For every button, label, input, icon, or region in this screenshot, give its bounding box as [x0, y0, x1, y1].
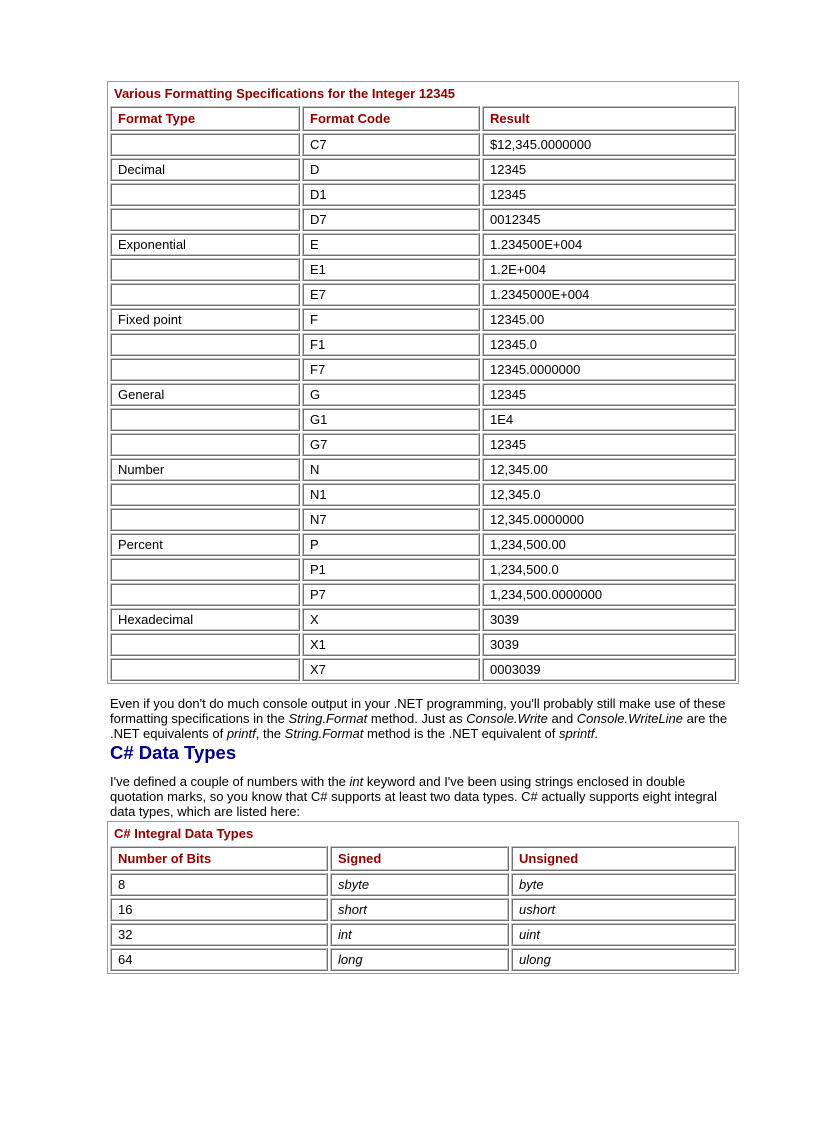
- table-cell: [482, 583, 736, 606]
- table-row: [110, 533, 736, 556]
- code-term: Console.WriteLine: [576, 711, 684, 727]
- table-header-row: [110, 846, 736, 871]
- cell-text: long: [338, 952, 363, 968]
- table-row: [110, 923, 736, 946]
- table-cell: [110, 948, 328, 971]
- table-cell: [482, 608, 736, 631]
- cell-text: 3039: [490, 637, 519, 652]
- cell-text: 1.2E+004: [490, 262, 547, 277]
- table-cell: [302, 283, 480, 306]
- table-cell: [482, 183, 736, 206]
- table-row: [110, 158, 736, 181]
- table-cell: [110, 633, 300, 656]
- table-cell: [302, 208, 480, 231]
- table-cell: [482, 358, 736, 381]
- cell-text: 12345.0: [490, 337, 537, 352]
- cell-text: X7: [310, 662, 326, 677]
- table-cell: [302, 583, 480, 606]
- cell-text: 64: [118, 952, 133, 968]
- table-cell: [302, 133, 480, 156]
- cell-text: F7: [310, 362, 326, 377]
- table-cell: [482, 158, 736, 181]
- table-cell: [302, 533, 480, 556]
- column-header: Format Code: [302, 106, 480, 131]
- table-row: [110, 483, 736, 506]
- table-row: [110, 133, 736, 156]
- table-row: [110, 258, 736, 281]
- table-cell: [302, 333, 480, 356]
- formatting-specifications-table: [107, 81, 739, 684]
- cell-text: 12345.00: [490, 312, 545, 327]
- cell-text: 0012345: [490, 212, 541, 227]
- cell-text: E7: [310, 287, 326, 302]
- text: , the: [255, 726, 285, 742]
- cell-text: Percent: [118, 537, 163, 552]
- table-cell: [110, 383, 300, 406]
- table-row: [110, 333, 736, 356]
- cell-text: ushort: [519, 902, 556, 918]
- cell-text: G7: [310, 437, 328, 452]
- table-row: [110, 608, 736, 631]
- table-cell: [482, 533, 736, 556]
- cell-text: X: [310, 612, 319, 627]
- table-cell: [482, 508, 736, 531]
- column-header: Signed: [330, 846, 509, 871]
- text: and: [547, 711, 577, 727]
- table-cell: [110, 158, 300, 181]
- cell-text: E: [310, 237, 319, 252]
- text: method. Just as: [367, 711, 467, 727]
- cell-text: D: [310, 162, 320, 177]
- cell-text: 1.2345000E+004: [490, 287, 590, 302]
- table-cell: [302, 658, 480, 681]
- table-cell: [511, 923, 736, 946]
- cell-text: 12,345.00: [490, 462, 548, 477]
- text: Even if you don't do much console output in your .NET programming, you'll probably still make use of these formatting specifications in the: [110, 696, 726, 727]
- table-cell: [110, 408, 300, 431]
- table-row: [110, 183, 736, 206]
- table-title-row: [110, 824, 736, 844]
- table-cell: [482, 483, 736, 506]
- table-cell: [302, 558, 480, 581]
- cell-text: F: [310, 312, 318, 327]
- table-cell: [110, 183, 300, 206]
- formatting-paragraph: [110, 696, 730, 742]
- table-cell: [511, 948, 736, 971]
- table-cell: [302, 233, 480, 256]
- cell-text: short: [338, 902, 367, 918]
- cell-text: Number: [118, 462, 165, 477]
- code-term: String.Format: [284, 726, 364, 742]
- table-cell: [482, 208, 736, 231]
- column-header: Format Type: [110, 106, 300, 131]
- column-header: Result: [482, 106, 736, 131]
- table-cell: [110, 233, 300, 256]
- text: .: [594, 726, 599, 742]
- table-cell: [302, 383, 480, 406]
- text: I've defined a couple of numbers with the: [110, 773, 350, 789]
- table-cell: [330, 948, 509, 971]
- integral-data-types-table: [107, 821, 739, 974]
- table-cell: [302, 608, 480, 631]
- cell-text: 1.234500E+004: [490, 237, 583, 252]
- cell-text: Hexadecimal: [118, 612, 194, 627]
- code-term: printf: [226, 726, 256, 742]
- table-cell: [110, 923, 328, 946]
- table-cell: [110, 898, 328, 921]
- table-row: [110, 433, 736, 456]
- cell-text: G1: [310, 412, 328, 427]
- table-row: [110, 508, 736, 531]
- cell-text: $12,345.0000000: [490, 137, 592, 152]
- cell-text: sbyte: [338, 877, 370, 893]
- cell-text: 12345: [490, 437, 527, 452]
- cell-text: byte: [519, 877, 544, 893]
- table-row: [110, 208, 736, 231]
- table-cell: [110, 558, 300, 581]
- table-cell: [110, 308, 300, 331]
- table-cell: [110, 133, 300, 156]
- cell-text: Exponential: [118, 237, 186, 252]
- table-cell: [110, 583, 300, 606]
- table-cell: [110, 873, 328, 896]
- table-row: [110, 898, 736, 921]
- table-cell: [110, 433, 300, 456]
- cell-text: N1: [310, 487, 327, 502]
- cell-text: 12345: [490, 387, 527, 402]
- table-header-row: [110, 106, 736, 131]
- cell-text: Decimal: [118, 162, 165, 177]
- cell-text: 32: [118, 927, 133, 943]
- cell-text: D7: [310, 212, 327, 227]
- table-row: [110, 583, 736, 606]
- table-cell: [482, 408, 736, 431]
- table-row: [110, 283, 736, 306]
- table-cell: [302, 183, 480, 206]
- table-row: [110, 873, 736, 896]
- table-title: Various Formatting Specifications for the Integer 12345: [114, 86, 455, 101]
- text: are the .NET equivalents of: [110, 711, 728, 742]
- table-cell: [110, 608, 300, 631]
- cell-text: G: [310, 387, 321, 402]
- cell-text: 12345: [490, 187, 527, 202]
- table-cell: [110, 208, 300, 231]
- section-heading: C# Data Types: [110, 741, 237, 763]
- table-title-row: [110, 84, 736, 104]
- column-header: Number of Bits: [110, 846, 328, 871]
- cell-text: 1,234,500.00: [490, 537, 566, 552]
- table-cell: [482, 558, 736, 581]
- cell-text: uint: [519, 927, 540, 943]
- table-cell: [330, 898, 509, 921]
- table-row: [110, 383, 736, 406]
- cell-text: Fixed point: [118, 312, 182, 327]
- cell-text: 3039: [490, 612, 519, 627]
- cell-text: F1: [310, 337, 326, 352]
- cell-text: D1: [310, 187, 327, 202]
- cell-text: 12345: [490, 162, 527, 177]
- table-cell: [302, 433, 480, 456]
- cell-text: 12,345.0: [490, 487, 541, 502]
- table-cell: [482, 633, 736, 656]
- text: method is the .NET equivalent of: [363, 726, 559, 742]
- cell-text: 1,234,500.0000000: [490, 587, 603, 602]
- table-cell: [302, 358, 480, 381]
- code-term: Console.Write: [466, 711, 548, 727]
- cell-text: P7: [310, 587, 326, 602]
- cell-text: 8: [118, 877, 126, 893]
- table-cell: [110, 458, 300, 481]
- table-row: [110, 408, 736, 431]
- cell-text: C7: [310, 137, 327, 152]
- table-cell: [482, 383, 736, 406]
- cell-text: 12,345.0000000: [490, 512, 584, 527]
- cell-text: 1,234,500.0: [490, 562, 559, 577]
- table-title: C# Integral Data Types: [114, 826, 254, 842]
- cell-text: ulong: [519, 952, 551, 968]
- table-cell: [482, 233, 736, 256]
- table-cell: [110, 258, 300, 281]
- table-cell: [482, 658, 736, 681]
- table-cell: [302, 258, 480, 281]
- table-cell: [482, 433, 736, 456]
- table-cell: [302, 308, 480, 331]
- table-row: [110, 308, 736, 331]
- cell-text: int: [338, 927, 352, 943]
- table-cell: [110, 483, 300, 506]
- table-cell: [110, 658, 300, 681]
- table-cell: [482, 308, 736, 331]
- table-cell: [110, 533, 300, 556]
- table-row: [110, 658, 736, 681]
- table-cell: [302, 458, 480, 481]
- cell-text: E1: [310, 262, 326, 277]
- table-cell: [302, 633, 480, 656]
- table-cell: [302, 508, 480, 531]
- table-cell: [482, 333, 736, 356]
- cell-text: 12345.0000000: [490, 362, 581, 377]
- cell-text: 0003039: [490, 662, 541, 677]
- table-cell: [302, 408, 480, 431]
- table-row: [110, 233, 736, 256]
- table-cell: [110, 283, 300, 306]
- table-cell: [482, 258, 736, 281]
- cell-text: General: [118, 387, 165, 402]
- cell-text: N: [310, 462, 320, 477]
- table-cell: [110, 358, 300, 381]
- column-header: Unsigned: [511, 846, 736, 871]
- code-term: int: [349, 773, 364, 789]
- cell-text: 16: [118, 902, 133, 918]
- table-cell: [302, 483, 480, 506]
- table-cell: [511, 898, 736, 921]
- cell-text: N7: [310, 512, 327, 527]
- table-cell: [110, 508, 300, 531]
- table-row: [110, 358, 736, 381]
- code-term: sprintf: [559, 726, 595, 742]
- table-cell: [482, 458, 736, 481]
- table-cell: [482, 283, 736, 306]
- table-cell: [302, 158, 480, 181]
- table-cell: [482, 133, 736, 156]
- data-types-paragraph: [110, 774, 730, 820]
- table-cell: [330, 923, 509, 946]
- code-term: String.Format: [288, 711, 368, 727]
- table-row: [110, 558, 736, 581]
- table-row: [110, 458, 736, 481]
- table-row: [110, 948, 736, 971]
- cell-text: 1E4: [490, 412, 514, 427]
- table-cell: [330, 873, 509, 896]
- cell-text: P1: [310, 562, 326, 577]
- table-row: [110, 633, 736, 656]
- table-cell: [511, 873, 736, 896]
- table-cell: [110, 333, 300, 356]
- cell-text: P: [310, 537, 319, 552]
- text: keyword and I've been using strings enclosed in double quotation marks, so you know that C# supports at least two data types. C# actually supports eight integral data types, which are listed here:: [110, 773, 717, 820]
- cell-text: X1: [310, 637, 326, 652]
